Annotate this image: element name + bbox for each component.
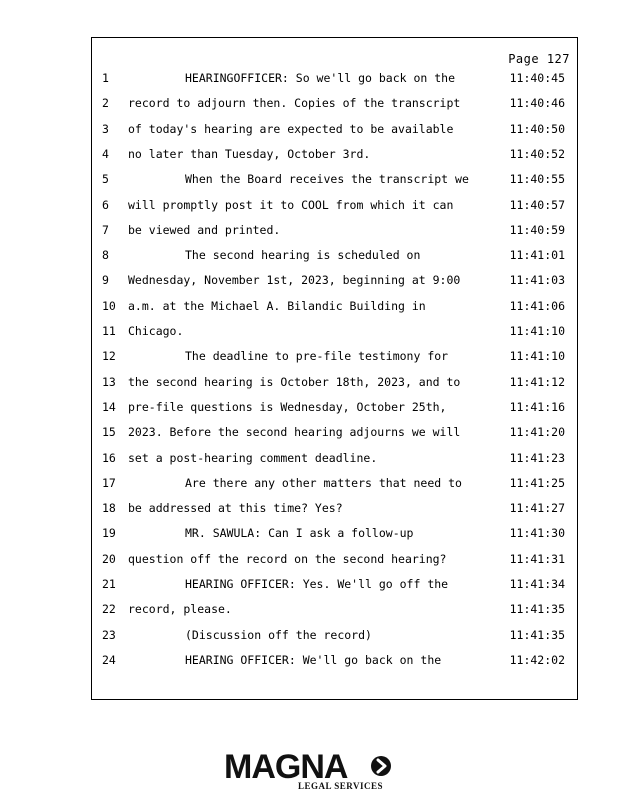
line-text: no later than Tuesday, October 3rd. bbox=[128, 146, 371, 161]
line-text: question off the record on the second hearing? bbox=[128, 551, 447, 566]
line-number: 3 bbox=[102, 121, 109, 136]
line-number: 13 bbox=[102, 374, 116, 389]
line-text: Wednesday, November 1st, 2023, beginning at 9:00 bbox=[128, 273, 461, 288]
transcript-line bbox=[92, 549, 577, 569]
transcript-line bbox=[92, 650, 577, 670]
transcript-line bbox=[92, 144, 577, 164]
line-timestamp: 11:40:59 bbox=[509, 222, 565, 237]
line-number: 14 bbox=[102, 399, 116, 414]
line-text: Chicago. bbox=[128, 324, 184, 338]
line-timestamp: 11:41:23 bbox=[509, 450, 565, 465]
line-text: of today's hearing are expected to be available bbox=[128, 121, 454, 136]
line-text: be viewed and printed. bbox=[128, 222, 281, 237]
line-timestamp: 11:41:30 bbox=[509, 526, 565, 541]
line-number: 10 bbox=[102, 298, 116, 313]
transcript-line bbox=[92, 270, 577, 290]
line-text: The second hearing is scheduled on bbox=[185, 248, 421, 263]
arrow-circle-icon bbox=[370, 755, 392, 777]
line-number: 16 bbox=[102, 450, 116, 465]
line-number: 9 bbox=[102, 273, 109, 288]
transcript-line bbox=[92, 195, 577, 215]
line-timestamp: 11:41:16 bbox=[509, 399, 565, 414]
transcript-line bbox=[92, 169, 577, 189]
line-timestamp: 11:42:02 bbox=[509, 652, 565, 667]
magna-logo bbox=[224, 750, 394, 792]
line-text: (Discussion off the record) bbox=[185, 627, 372, 642]
line-timestamp: 11:41:35 bbox=[509, 627, 565, 642]
line-timestamp: 11:41:10 bbox=[509, 324, 565, 338]
line-timestamp: 11:41:06 bbox=[509, 298, 565, 313]
transcript-line bbox=[92, 321, 577, 341]
line-text: pre-file questions is Wednesday, October 25th, bbox=[128, 399, 447, 414]
line-timestamp: 11:40:55 bbox=[509, 172, 565, 187]
transcript-line bbox=[92, 119, 577, 139]
line-timestamp: 11:41:20 bbox=[509, 425, 565, 440]
line-timestamp: 11:41:10 bbox=[509, 349, 565, 364]
line-text: HEARINGOFFICER: So we'll go back on the bbox=[185, 71, 456, 85]
line-text: set a post-hearing comment deadline. bbox=[128, 450, 378, 465]
line-number: 4 bbox=[102, 146, 109, 161]
line-timestamp: 11:40:57 bbox=[509, 197, 565, 212]
line-number: 8 bbox=[102, 248, 109, 263]
line-number: 15 bbox=[102, 425, 116, 440]
line-timestamp: 11:41:25 bbox=[509, 475, 565, 490]
transcript-line bbox=[92, 625, 577, 645]
logo-subtitle: LEGAL SERVICES bbox=[298, 781, 383, 791]
line-timestamp: 11:40:45 bbox=[509, 71, 565, 85]
line-timestamp: 11:41:34 bbox=[509, 577, 565, 591]
line-timestamp: 11:41:01 bbox=[509, 248, 565, 263]
line-timestamp: 11:41:27 bbox=[509, 501, 565, 516]
line-number: 21 bbox=[102, 577, 116, 591]
line-text: 2023. Before the second hearing adjourns we will bbox=[128, 425, 461, 440]
transcript-line bbox=[92, 422, 577, 442]
line-text: the second hearing is October 18th, 2023, and to bbox=[128, 374, 461, 389]
line-text: record to adjourn then. Copies of the transcript bbox=[128, 96, 461, 111]
line-text: MR. SAWULA: Can I ask a follow-up bbox=[185, 526, 414, 541]
line-timestamp: 11:41:31 bbox=[509, 551, 565, 566]
page-number: Page 127 bbox=[508, 52, 570, 66]
transcript-line bbox=[92, 397, 577, 417]
transcript-page bbox=[91, 37, 578, 700]
line-text: record, please. bbox=[128, 602, 232, 617]
transcript-line bbox=[92, 574, 577, 594]
line-text: will promptly post it to COOL from which it can bbox=[128, 197, 454, 212]
transcript-line bbox=[92, 296, 577, 316]
line-text: be addressed at this time? Yes? bbox=[128, 501, 343, 516]
line-text: HEARING OFFICER: Yes. We'll go off the bbox=[185, 577, 449, 591]
line-timestamp: 11:41:03 bbox=[509, 273, 565, 288]
transcript-line bbox=[92, 68, 577, 88]
transcript-line bbox=[92, 473, 577, 493]
transcript-line bbox=[92, 93, 577, 113]
line-number: 17 bbox=[102, 475, 116, 490]
transcript-line bbox=[92, 599, 577, 619]
line-text: When the Board receives the transcript we bbox=[185, 172, 469, 187]
line-number: 6 bbox=[102, 197, 109, 212]
line-timestamp: 11:41:35 bbox=[509, 602, 565, 617]
line-number: 22 bbox=[102, 602, 116, 617]
line-number: 12 bbox=[102, 349, 116, 364]
line-number: 5 bbox=[102, 172, 109, 187]
line-number: 23 bbox=[102, 627, 116, 642]
transcript-line bbox=[92, 372, 577, 392]
transcript-line bbox=[92, 245, 577, 265]
logo-wordmark: MAGNA bbox=[224, 748, 348, 786]
line-number: 20 bbox=[102, 551, 116, 566]
line-timestamp: 11:40:50 bbox=[509, 121, 565, 136]
transcript-line bbox=[92, 220, 577, 240]
line-number: 19 bbox=[102, 526, 116, 541]
line-number: 18 bbox=[102, 501, 116, 516]
line-timestamp: 11:41:12 bbox=[509, 374, 565, 389]
line-timestamp: 11:40:52 bbox=[509, 146, 565, 161]
line-text: a.m. at the Michael A. Bilandic Building in bbox=[128, 298, 426, 313]
transcript-line bbox=[92, 346, 577, 366]
line-text: Are there any other matters that need to bbox=[185, 475, 462, 490]
line-number: 2 bbox=[102, 96, 109, 111]
line-timestamp: 11:40:46 bbox=[509, 96, 565, 111]
transcript-line bbox=[92, 498, 577, 518]
line-number: 11 bbox=[102, 324, 116, 338]
transcript-line bbox=[92, 448, 577, 468]
line-number: 24 bbox=[102, 652, 116, 667]
transcript-line bbox=[92, 523, 577, 543]
line-number: 1 bbox=[102, 71, 109, 85]
line-number: 7 bbox=[102, 222, 109, 237]
line-text: HEARING OFFICER: We'll go back on the bbox=[185, 652, 442, 667]
line-text: The deadline to pre-file testimony for bbox=[185, 349, 449, 364]
